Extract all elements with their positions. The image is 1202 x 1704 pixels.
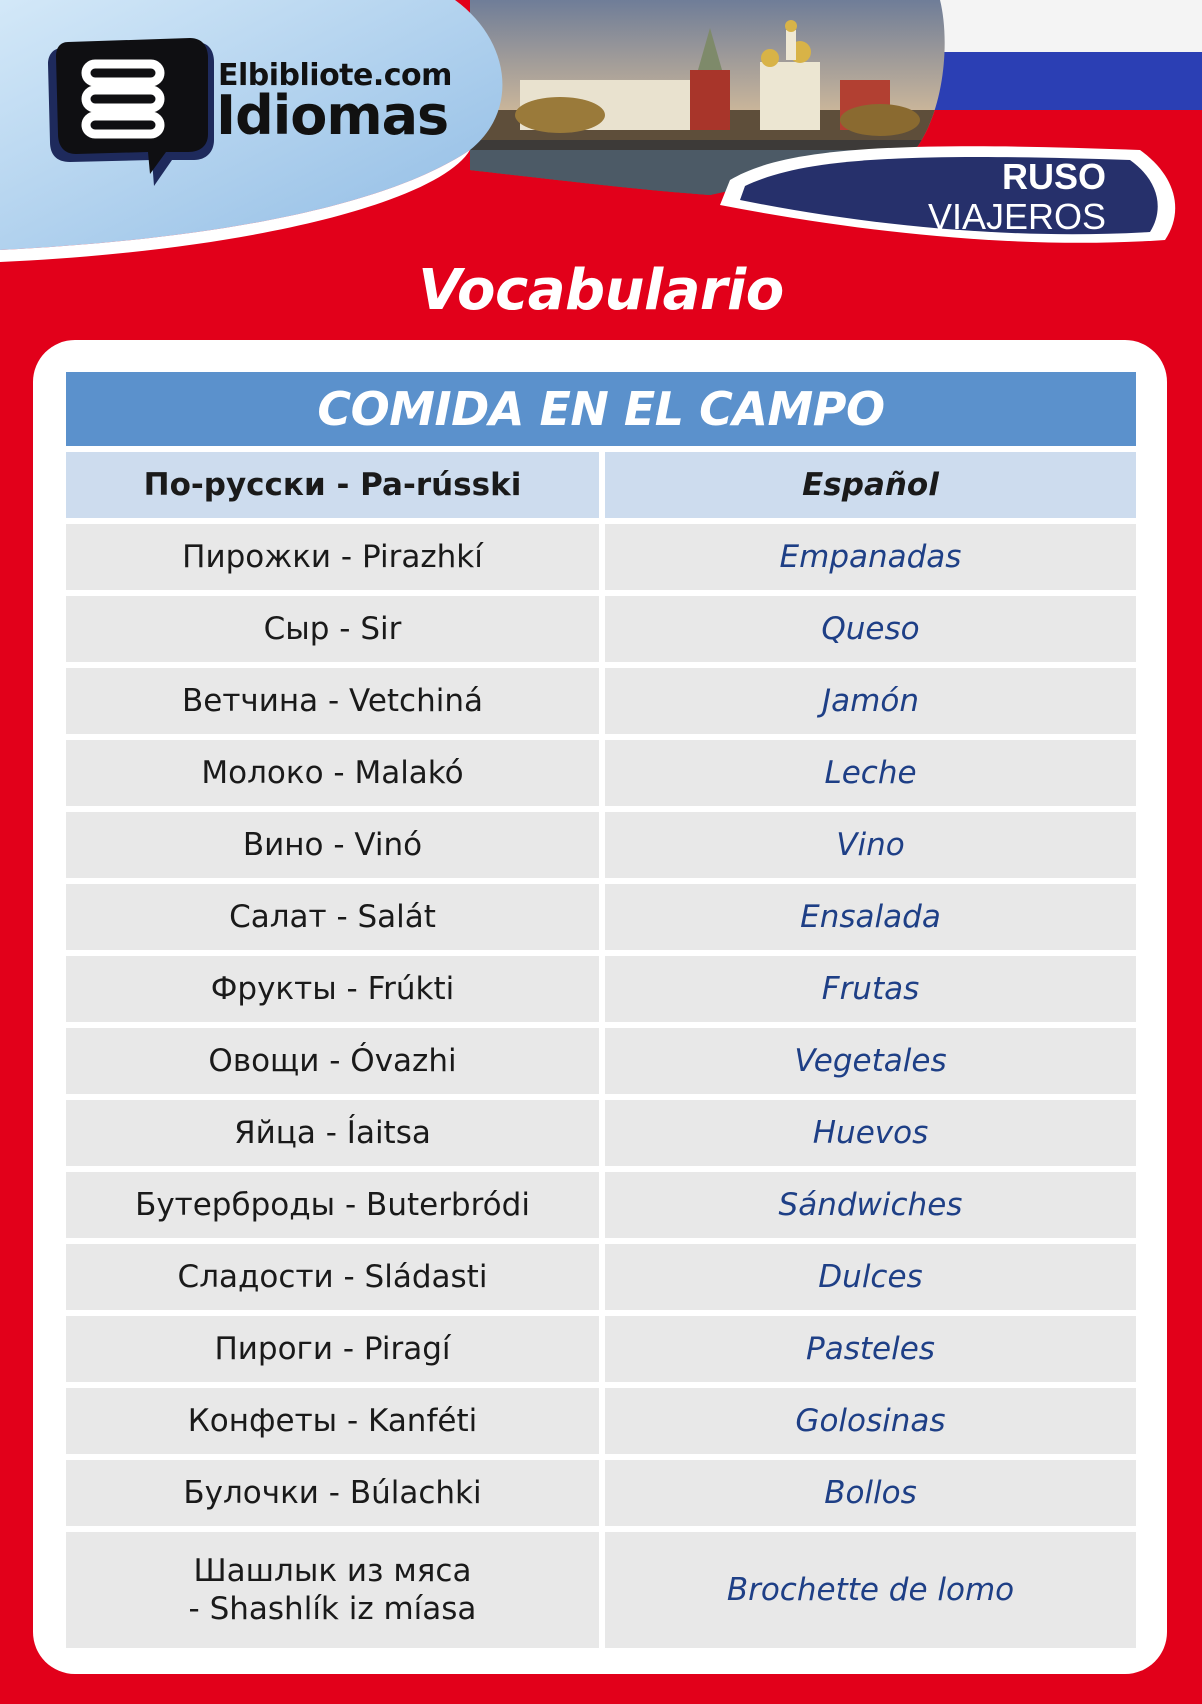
flag-blue-stripe (900, 52, 1202, 110)
russian-term: Булочки - Búlachki (66, 1460, 599, 1526)
table-title: COMIDA EN EL CAMPO (66, 372, 1136, 446)
column-header-russian: По-русски - Pa-rússki (66, 452, 599, 518)
russian-term-line-1: Шашлык из мяса (193, 1553, 472, 1589)
table-row (66, 1460, 1136, 1526)
spanish-term: Queso (605, 596, 1136, 662)
russian-term: Овощи - Óvazhi (66, 1028, 599, 1094)
table-row (66, 1100, 1136, 1166)
table-row (66, 884, 1136, 950)
russian-term: Яйца - Íaitsa (66, 1100, 599, 1166)
column-header-spanish: Español (605, 452, 1136, 518)
header-banner (0, 0, 1202, 280)
table-row (66, 1244, 1136, 1310)
spanish-term: Vino (605, 812, 1136, 878)
spanish-term: Ensalada (605, 884, 1136, 950)
russian-term: Сладости - Sládasti (66, 1244, 599, 1310)
russian-term-line-2: - Shashlík iz míasa (188, 1591, 477, 1627)
table-row (66, 668, 1136, 734)
spanish-term: Jamón (605, 668, 1136, 734)
spanish-term: Brochette de lomo (605, 1532, 1136, 1648)
badge-level: VIAJEROS (927, 196, 1106, 237)
russian-term: Ветчина - Vetchiná (66, 668, 599, 734)
table-row (66, 524, 1136, 590)
spanish-term: Huevos (605, 1100, 1136, 1166)
table-row (66, 1028, 1136, 1094)
table-row (66, 812, 1136, 878)
spanish-term: Sándwiches (605, 1172, 1136, 1238)
russian-term: Салат - Salát (66, 884, 599, 950)
table-row (66, 1532, 1136, 1648)
header-graphic (0, 0, 1202, 280)
vocabulary-table (66, 372, 1136, 1654)
page-title: Vocabulario (418, 258, 784, 323)
russian-term: Фрукты - Frúkti (66, 956, 599, 1022)
russian-term: Пирожки - Pirazhkí (66, 524, 599, 590)
spanish-term: Pasteles (605, 1316, 1136, 1382)
russian-term: Вино - Vinó (66, 812, 599, 878)
russian-term: Бутерброды - Buterbródi (66, 1172, 599, 1238)
table-row (66, 1172, 1136, 1238)
russian-term: Сыр - Sir (66, 596, 599, 662)
table-row (66, 1388, 1136, 1454)
table-header-row (66, 452, 1136, 518)
table-row (66, 596, 1136, 662)
logo-brand-name: Idiomas (216, 84, 449, 147)
table-row (66, 1316, 1136, 1382)
spanish-term: Golosinas (605, 1388, 1136, 1454)
spanish-term: Empanadas (605, 524, 1136, 590)
russian-term: Молоко - Malakó (66, 740, 599, 806)
logo-site-name: Elbibliote.com (218, 58, 452, 93)
spanish-term: Leche (605, 740, 1136, 806)
spanish-term: Bollos (605, 1460, 1136, 1526)
spanish-term: Dulces (605, 1244, 1136, 1310)
badge-language: RUSO (1001, 156, 1106, 197)
flag-white-stripe (900, 0, 1202, 52)
table-row (66, 740, 1136, 806)
spanish-term: Frutas (605, 956, 1136, 1022)
spanish-term: Vegetales (605, 1028, 1136, 1094)
table-row (66, 956, 1136, 1022)
russian-term (66, 1532, 599, 1648)
russian-term: Конфеты - Kanféti (66, 1388, 599, 1454)
russian-term: Пироги - Piragí (66, 1316, 599, 1382)
